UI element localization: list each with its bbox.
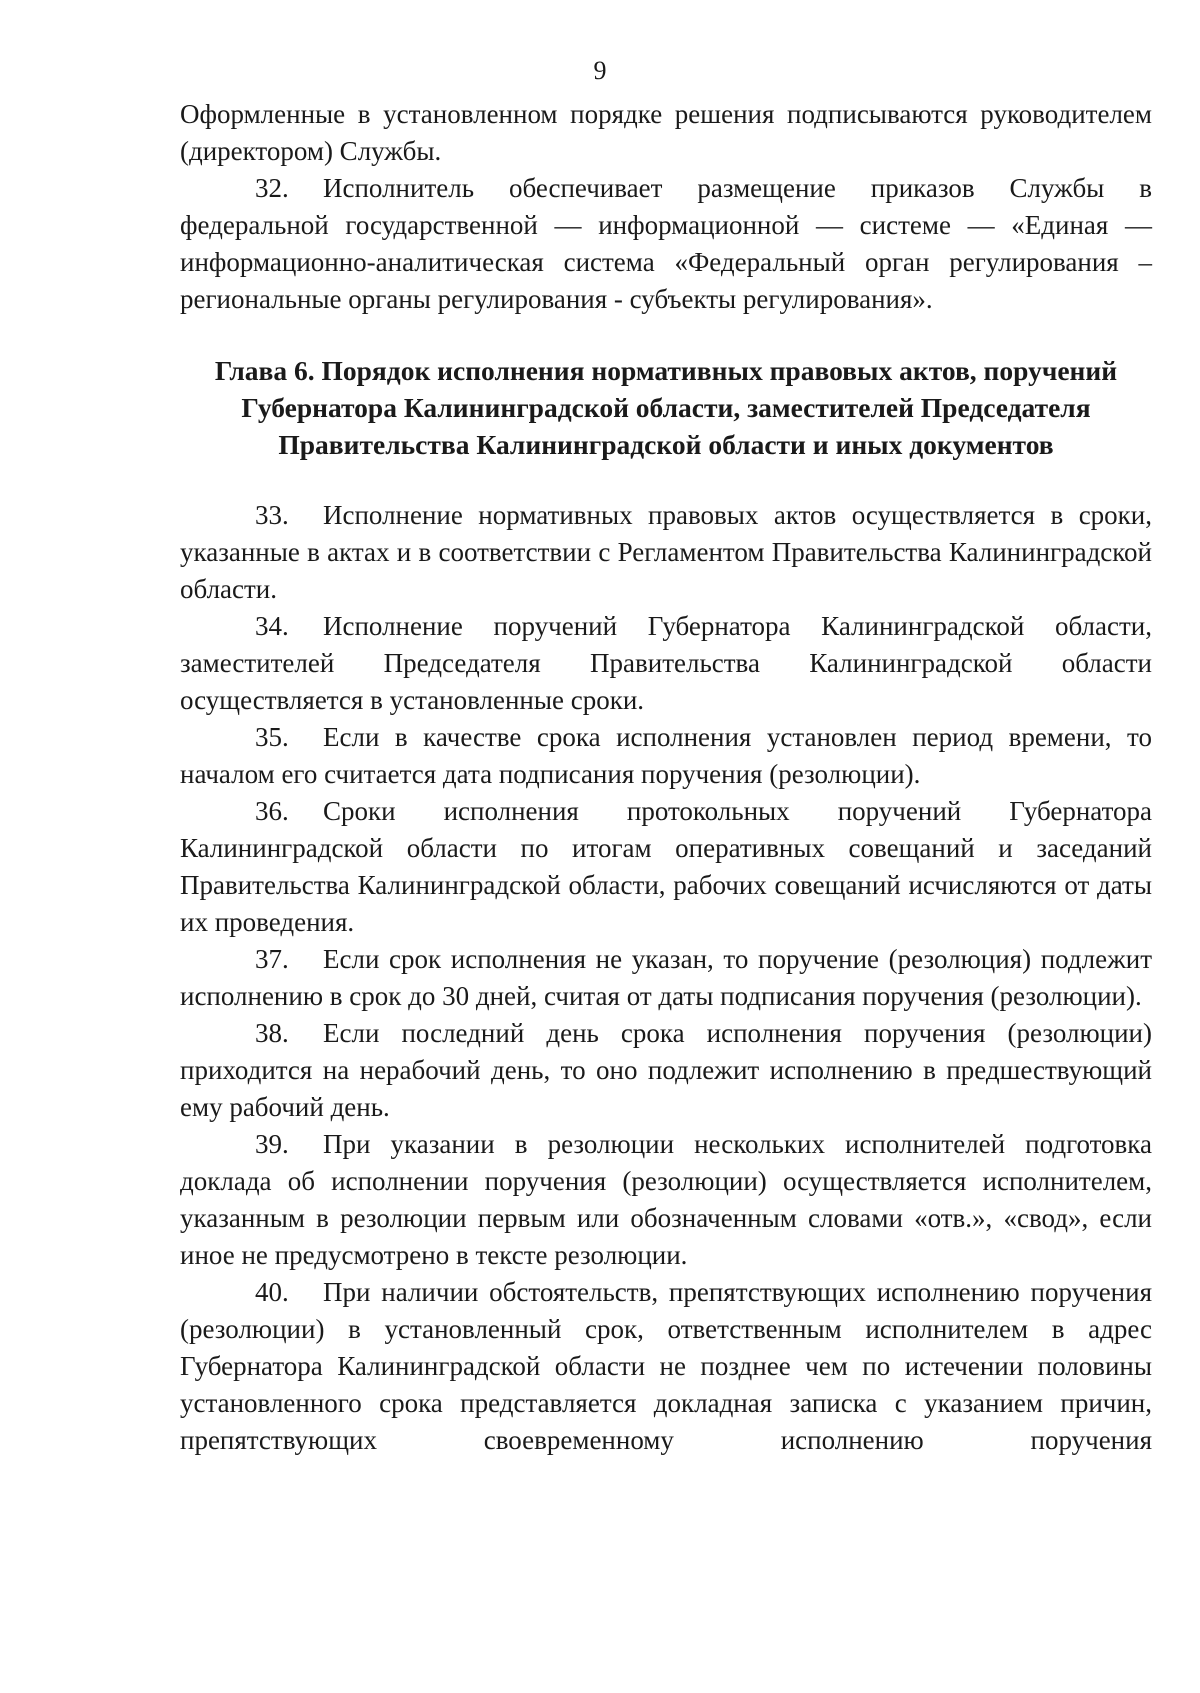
paragraph-text: Исполнение поручений Губернатора Калининградской области, заместителей Председателя Правительства Калининградской области осуществляется в установленные сроки.	[180, 611, 1152, 715]
paragraph-number: 39.	[255, 1129, 289, 1159]
paragraph-number: 40.	[255, 1277, 289, 1307]
paragraph-text: Исполнение нормативных правовых актов осуществляется в сроки, указанные в актах и в соответствии с Регламентом Правительства Калининградской области.	[180, 500, 1152, 604]
paragraph-33	[180, 497, 1152, 608]
paragraph-40	[180, 1274, 1152, 1459]
paragraph-number: 35.	[255, 722, 289, 752]
paragraph-text: Если в качестве срока исполнения установлен период времени, то началом его считается дата подписания поручения (резолюции).	[180, 722, 1152, 789]
paragraph-text: Исполнитель обеспечивает размещение приказов Службы в федеральной государственной — информационной — системе — «Единая — информационно-аналитическая система «Федеральный орган регулирования – региональные органы регулирования - субъекты регулирования».	[180, 173, 1152, 314]
paragraph-decisions-signing: Оформленные в установленном порядке решения подписываются руководителем (директором) Службы.	[180, 99, 1152, 166]
paragraph-34	[180, 608, 1152, 719]
paragraph-number: 38.	[255, 1018, 289, 1048]
paragraph-number: 33.	[255, 500, 289, 530]
paragraph-number: 37.	[255, 944, 289, 974]
chapter-6-heading	[180, 352, 1152, 463]
chapter-heading-line: Глава 6. Порядок исполнения нормативных правовых актов, поручений	[214, 355, 1118, 386]
paragraph-38	[180, 1015, 1152, 1126]
paragraph-number: 34.	[255, 611, 289, 641]
chapter-heading-line: Правительства Калининградской области и иных документов	[278, 429, 1054, 460]
paragraph-32	[180, 170, 1152, 318]
paragraph-35	[180, 719, 1152, 793]
paragraph-text: При наличии обстоятельств, препятствующих исполнению поручения (резолюции) в установленный срок, ответственным исполнителем в адрес Губернатора Калининградской области не позднее чем по истечении половины установленного срока представляется докладная записка с указанием причин, препятствующих своевременному исполнению поручения	[180, 1277, 1152, 1455]
document-body	[180, 96, 1152, 1459]
paragraph-36	[180, 793, 1152, 941]
paragraph-39	[180, 1126, 1152, 1274]
paragraph-text: Если срок исполнения не указан, то поручение (резолюция) подлежит исполнению в срок до 30 дней, считая от даты подписания поручения (резолюции).	[180, 944, 1152, 1011]
chapter-heading-line: Губернатора Калининградской области, заместителей Председателя	[241, 392, 1091, 423]
paragraph-text: Если последний день срока исполнения поручения (резолюции) приходится на нерабочий день, то оно подлежит исполнению в предшествующий ему рабочий день.	[180, 1018, 1152, 1122]
paragraph-37	[180, 941, 1152, 1015]
paragraph-text: При указании в резолюции нескольких исполнителей подготовка доклада об исполнении поручения (резолюции) осуществляется исполнителем, указанным в резолюции первым или обозначенным словами «отв.», «свод», если иное не предусмотрено в тексте резолюции.	[180, 1129, 1152, 1270]
paragraph-number: 36.	[255, 796, 289, 826]
paragraph-number: 32.	[255, 173, 289, 203]
page-number: 9	[593, 56, 607, 85]
paragraph-text: Сроки исполнения протокольных поручений Губернатора Калининградской области по итогам оперативных совещаний и заседаний Правительства Калининградской области, рабочих совещаний исчисляются от даты их проведения.	[180, 796, 1152, 937]
